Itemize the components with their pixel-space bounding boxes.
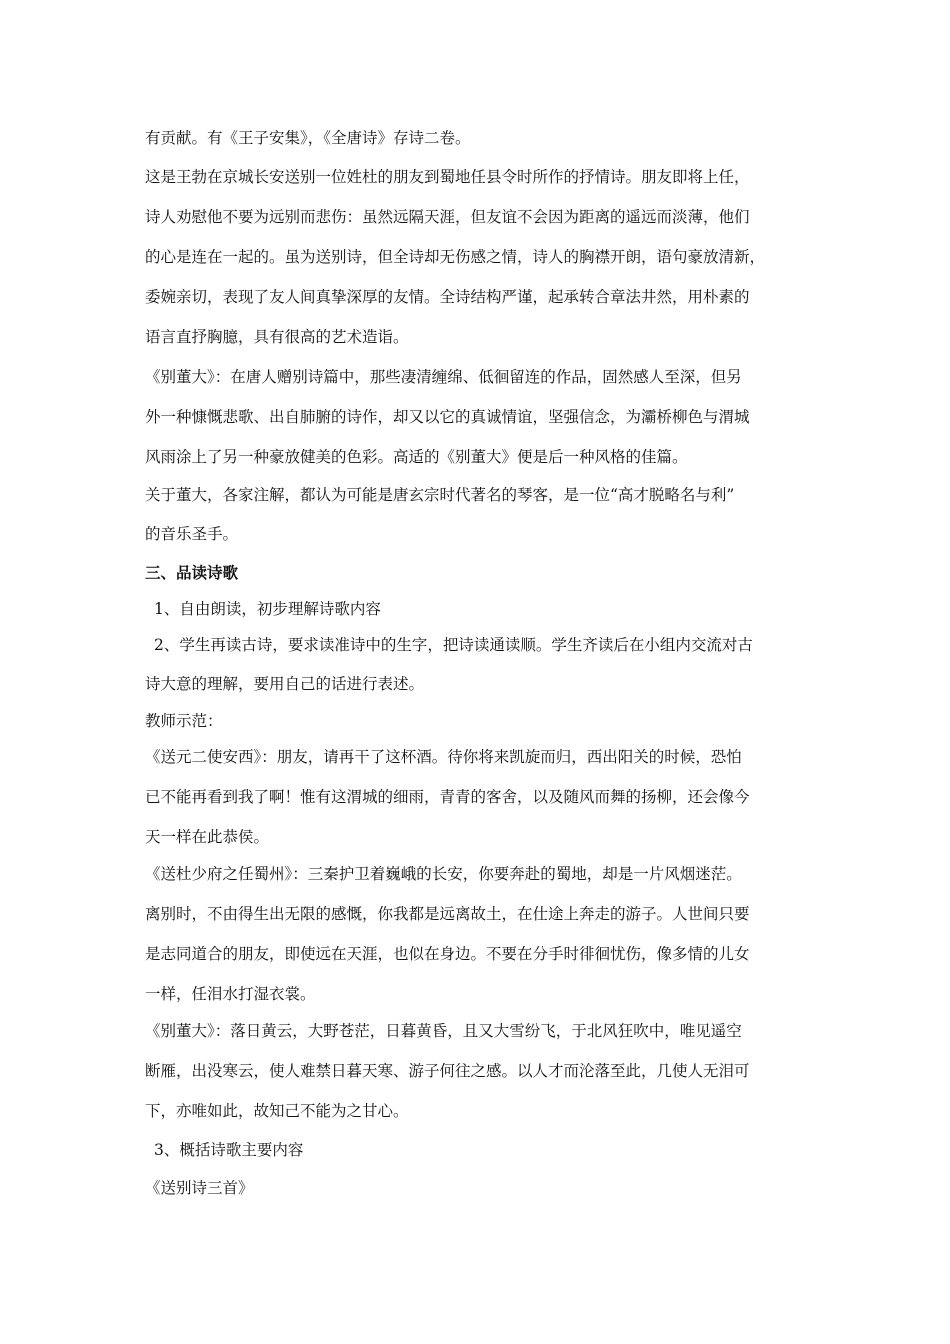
text-line: 诗人劝慰他不要为远别而悲伤：虽然远隔天涯，但友谊不会因为距离的遥远而淡薄，他们 [145,208,750,226]
text-line: 有贡献。有《王子安集》，《全唐诗》存诗二卷。 [145,129,471,147]
text-line: 《别董大》：在唐人赠别诗篇中，那些凄清缠绵、低徊留连的作品，固然感人至深，但另 [145,368,742,386]
text-line: 1、自由朗读，初步理解诗歌内容 [154,600,381,618]
text-line: 是志同道合的朋友，即使远在天涯，也似在身边。不要在分手时徘徊忧伤，像多情的儿女 [145,945,750,963]
text-line: 一样，任泪水打湿衣裳。 [145,985,316,1003]
text-line: 已不能再看到我了啊！惟有这渭城的细雨，青青的客舍，以及随风而舞的扬柳，还会像今 [145,788,750,806]
text-line: 2、学生再读古诗，要求读准诗中的生字，把诗读通读顺。学生齐读后在小组内交流对古 [154,636,753,654]
text-line: 《送别诗三首》 [145,1179,254,1197]
text-line: 的心是连在一起的。虽为送别诗，但全诗却无伤感之情，诗人的胸襟开朗，语句豪放清新， [145,248,766,266]
text-line: 这是王勃在京城长安送别一位姓杜的朋友到蜀地任县令时所作的抒情诗。朋友即将上任， [145,168,750,186]
text-line: 委婉亲切，表现了友人间真挚深厚的友情。全诗结构严谨，起承转合章法井然，用朴素的 [145,288,750,306]
text-line: 的音乐圣手。 [145,525,239,543]
text-line: 外一种慷慨悲歌、出自肺腑的诗作，却又以它的真诚情谊，坚强信念，为灞桥柳色与渭城 [145,408,750,426]
text-line: 《别董大》：落日黄云，大野苍茫，日暮黄昏，且又大雪纷飞，于北风狂吹中，唯见遥空 [145,1022,742,1040]
text-line: 《送元二使安西》：朋友，请再干了这杯酒。待你将来凯旋而归，西出阳关的时候，恐怕 [145,748,742,766]
text-line: 《送杜少府之任蜀州》：三秦护卫着巍峨的长安，你要奔赴的蜀地，却是一片风烟迷茫。 [145,865,742,883]
text-line: 3、概括诗歌主要内容 [154,1141,304,1159]
text-line: 诗大意的理解，要用自己的话进行表述。 [145,675,425,693]
text-line: 关于董大，各家注解，都认为可能是唐玄宗时代著名的琴客，是一位“高才脱略名与利” [145,486,735,504]
text-line: 下，亦唯如此，故知己不能为之甘心。 [145,1102,409,1120]
text-line: 离别时，不由得生出无限的感慨，你我都是远离故土，在仕途上奔走的游子。人世间只要 [145,905,750,923]
section-heading: 三、品读诗歌 [145,564,239,582]
text-line: 教师示范： [145,712,223,730]
text-line: 断雁，出没寒云，使人难禁日暮天寒、游子何往之感。以人才而沦落至此，几使人无泪可 [145,1062,750,1080]
text-line: 语言直抒胸臆，具有很高的艺术造诣。 [145,328,409,346]
text-line: 天一样在此恭侯。 [145,828,270,846]
text-line: 风雨涂上了另一种豪放健美的色彩。高适的《别董大》便是后一种风格的佳篇。 [145,448,688,466]
